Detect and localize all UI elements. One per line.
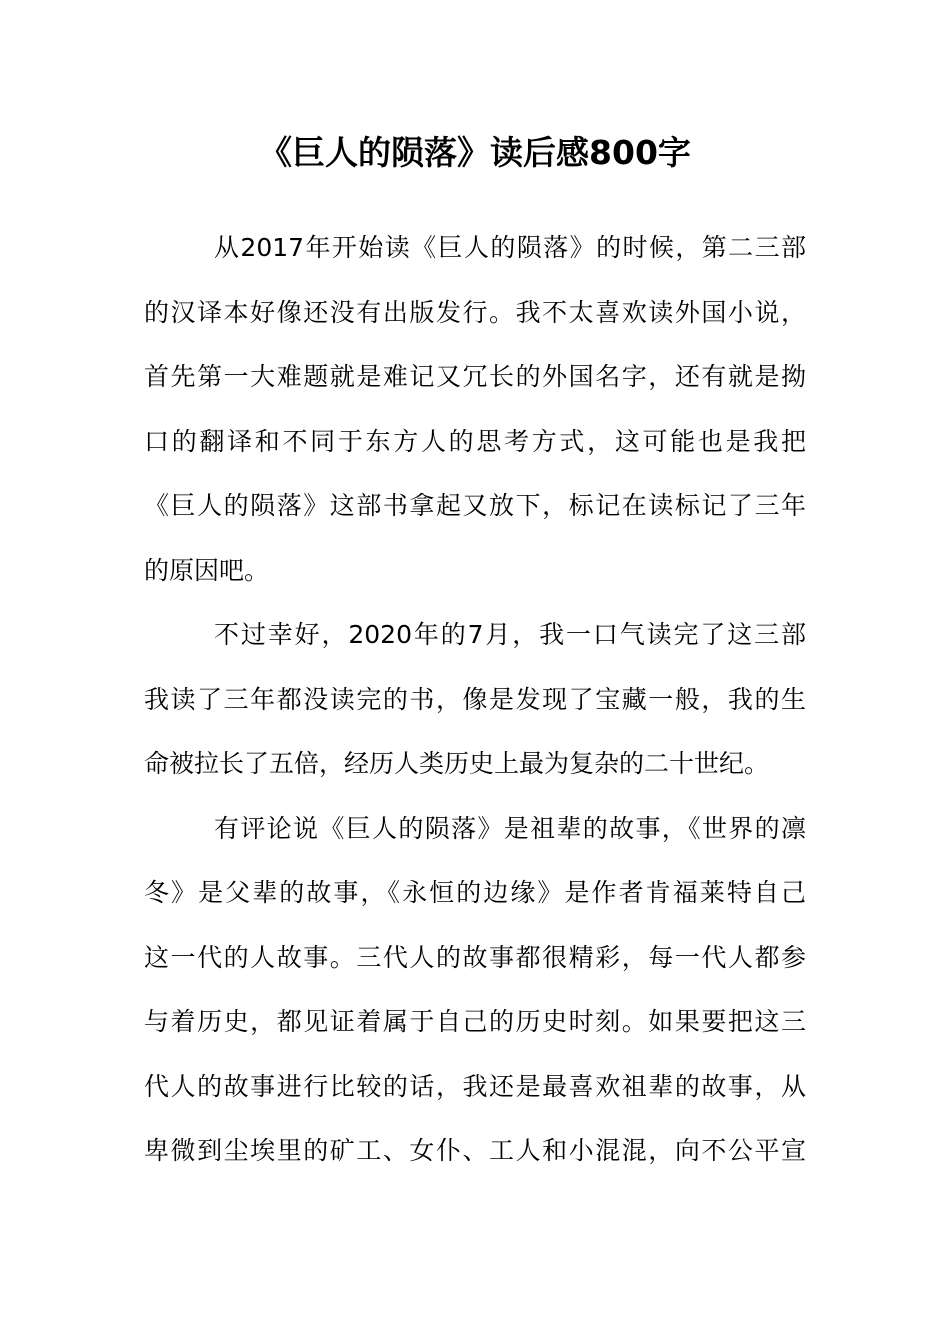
paragraph-line: 这一代的人故事。三代人的故事都很精彩，每一代人都参 (144, 942, 806, 972)
paragraph-line: 首先第一大难题就是难记又冗长的外国名字，还有就是拗 (144, 362, 806, 391)
paragraph-line: 命被拉长了五倍，经历人类历史上最为复杂的二十世纪。 (144, 749, 770, 778)
paragraph-line: 有评论说《巨人的陨落》是祖辈的故事，《世界的凛 (214, 813, 806, 843)
paragraph-line: 我读了三年都没读完的书，像是发现了宝藏一般，我的生 (144, 684, 806, 714)
document-title: 《巨人的陨落》读后感800字 (259, 133, 691, 172)
paragraph-line: 的原因吧。 (144, 555, 270, 585)
paragraph-line: 卑微到尘埃里的矿工、女仆、工人和小混混，向不公平宣 (144, 1136, 806, 1165)
paragraph-line: 冬》是父辈的故事，《永恒的边缘》是作者肯福莱特自己 (144, 878, 806, 907)
paragraph-line: 口的翻译和不同于东方人的思考方式，这可能也是我把 (144, 426, 806, 456)
document-body (144, 226, 806, 1194)
paragraph-line: 与着历史，都见证着属于自己的历史时刻。如果要把这三 (144, 1007, 806, 1036)
paragraph-line: 不过幸好，2020年的7月，我一口气读完了这三部 (214, 620, 806, 649)
paragraph-line: 代人的故事进行比较的话，我还是最喜欢祖辈的故事，从 (144, 1071, 806, 1101)
paragraph-line: 的汉译本好像还没有出版发行。我不太喜欢读外国小说， (144, 297, 806, 327)
paragraph-line: 《巨人的陨落》这部书拿起又放下，标记在读标记了三年 (144, 491, 806, 520)
paragraph-line: 从2017年开始读《巨人的陨落》的时候，第二三部 (214, 233, 806, 262)
